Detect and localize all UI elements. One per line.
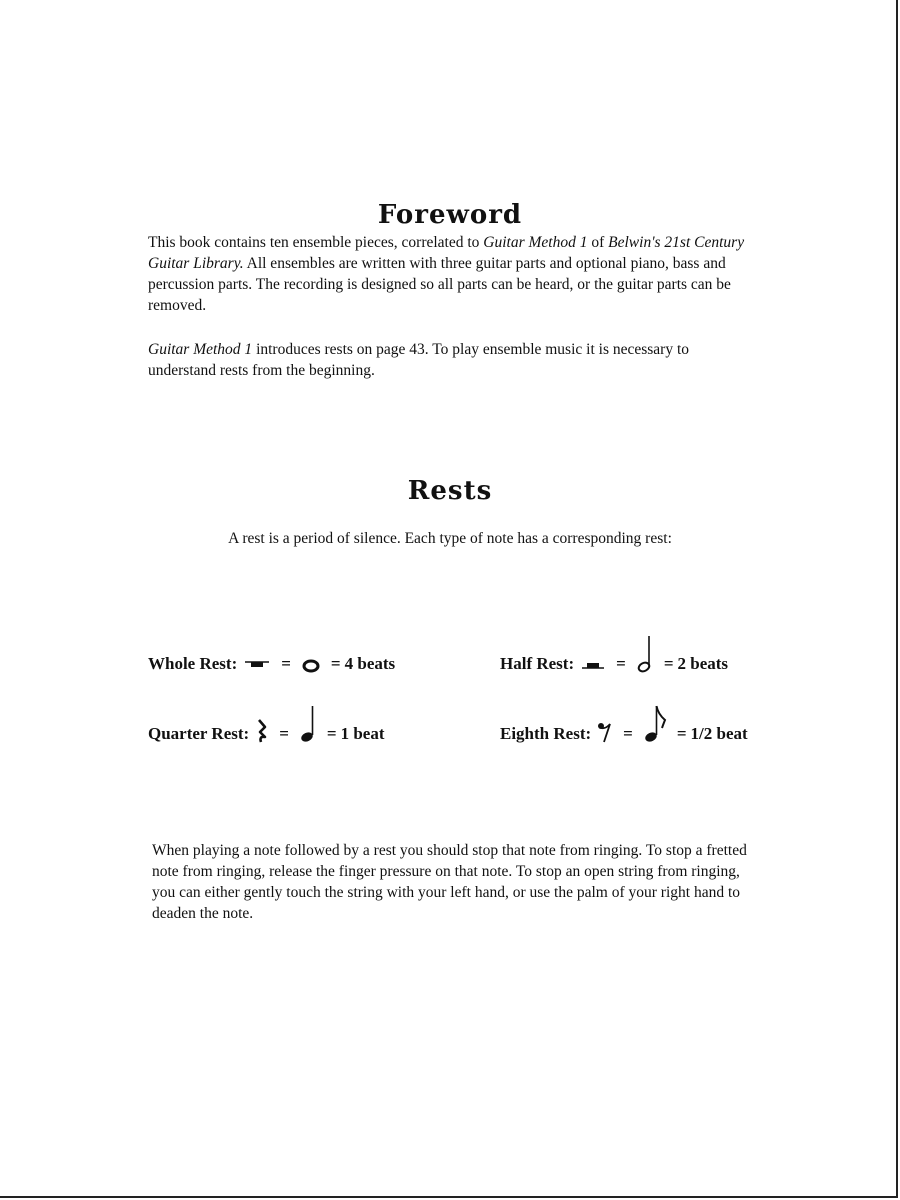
equals-sign: =: [676, 724, 687, 743]
rests-intro: A rest is a period of silence. Each type of note has a corresponding rest:: [228, 530, 672, 547]
eighth-rest-value: 1/2 beat: [690, 724, 748, 743]
equals-sign: =: [326, 724, 337, 743]
text-run: introduces rests on page 43. To play ensemble music it is necessary to understand rests from the beginning.: [148, 341, 690, 379]
quarter-rest-row: [148, 704, 384, 744]
equals-sign: =: [279, 724, 289, 743]
whole-note-icon: [301, 654, 321, 674]
eighth-rest-row: [500, 704, 748, 744]
book-title-italic: Guitar Method 1: [483, 234, 588, 251]
equals-sign: =: [330, 654, 341, 673]
foreword-paragraph-2: [148, 339, 758, 381]
text-run: All ensembles are written with three guitar parts and optional piano, bass and percussion parts. The recording is designed so all parts can be heard, or the guitar parts can be removed.: [148, 255, 731, 314]
half-rest-label: Half Rest:: [500, 654, 575, 673]
equals-sign: =: [616, 654, 626, 673]
foreword-paragraph-1: [148, 232, 758, 316]
closing-paragraph: When playing a note followed by a rest you should stop that note from ringing. To stop a fretted note from ringing, release the finger pressure on that note. To stop an open string from ringing, you can either gently touch the string with your left hand, or use the palm of your right hand to deaden the note.: [152, 842, 747, 922]
half-rest-row: [500, 634, 728, 674]
book-title-italic: Guitar Method 1: [148, 341, 253, 358]
half-note-icon: [636, 634, 654, 674]
quarter-rest-value: 1 beat: [340, 724, 385, 743]
eighth-rest-label: Eighth Rest:: [500, 724, 592, 743]
whole-rest-label: Whole Rest:: [148, 654, 238, 673]
library-title-italic: Belwin's 21st Century Guitar Library.: [148, 234, 745, 272]
eighth-note-icon: [643, 704, 667, 744]
whole-rest-icon: [243, 654, 271, 674]
quarter-note-icon: [299, 704, 317, 744]
whole-rest-row: [148, 634, 395, 674]
quarter-rest-label: Quarter Rest:: [148, 724, 250, 743]
text-run: of: [587, 234, 609, 251]
foreword-title: Foreword: [377, 200, 523, 230]
eighth-rest-icon: [597, 720, 613, 744]
equals-sign: =: [281, 654, 291, 673]
half-rest-icon: [580, 654, 606, 674]
half-rest-value: 2 beats: [677, 654, 729, 673]
quarter-rest-icon: [255, 718, 269, 744]
rests-title: Rests: [407, 476, 493, 506]
whole-rest-value: 4 beats: [344, 654, 396, 673]
equals-sign: =: [623, 724, 633, 743]
equals-sign: =: [663, 654, 674, 673]
text-run: This book contains ten ensemble pieces, correlated to: [148, 234, 484, 251]
